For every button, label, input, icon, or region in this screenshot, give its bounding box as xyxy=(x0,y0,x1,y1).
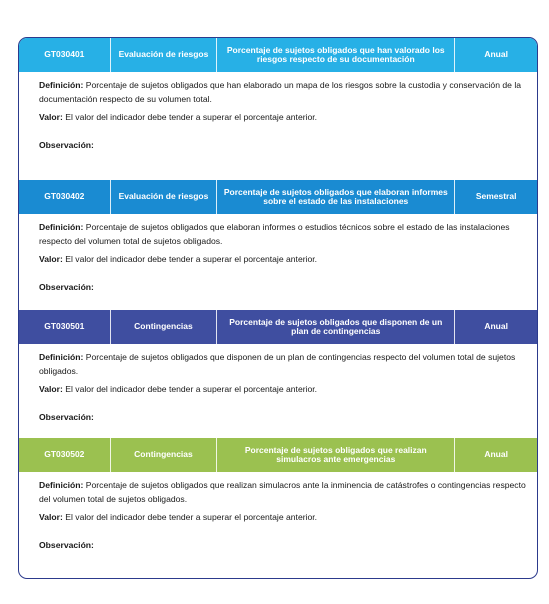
indicator-code: GT030401 xyxy=(19,38,111,72)
observation-label: Observación: xyxy=(39,411,94,422)
indicator-code: GT030402 xyxy=(19,180,111,214)
indicator-header xyxy=(19,180,537,214)
indicator-frequency: Semestral xyxy=(475,191,517,202)
indicator-block xyxy=(19,38,537,157)
value-value: El valor del indicador debe tender a superar el porcentaje anterior. xyxy=(65,254,318,265)
indicator-category: Contingencias xyxy=(111,310,218,344)
observation-label: Observación: xyxy=(39,539,94,550)
value-value: El valor del indicador debe tender a superar el porcentaje anterior. xyxy=(65,512,318,523)
indicator-name: Porcentaje de sujetos obligados que han valorado los riesgos respecto de su documentación xyxy=(217,38,455,72)
indicator-code: GT030501 xyxy=(19,310,111,344)
indicator-code: GT030502 xyxy=(19,438,111,472)
definition-label: Definición: xyxy=(39,222,84,232)
indicator-block xyxy=(19,180,537,299)
indicator-body xyxy=(19,472,537,552)
definition-value: Porcentaje de sujetos obligados que disponen de un plan de contingencias respecto del volumen total de sujetos obligados. xyxy=(39,352,516,376)
indicator-frequency: Anual xyxy=(484,449,508,460)
observation-label: Observación: xyxy=(39,281,94,292)
indicator-name: Porcentaje de sujetos obligados que elaboran informes sobre el estado de las instalaciones xyxy=(217,180,455,214)
value-label: Valor: xyxy=(39,512,63,523)
indicator-category: Evaluación de riesgos xyxy=(111,180,218,214)
value-text xyxy=(39,253,529,267)
indicator-header xyxy=(19,310,537,344)
value-label: Valor: xyxy=(39,112,63,123)
indicators-table xyxy=(18,37,538,579)
definition-label: Definición: xyxy=(39,80,84,90)
indicator-header xyxy=(19,438,537,472)
definition-text xyxy=(39,351,529,378)
definition-label: Definición: xyxy=(39,352,84,362)
value-label: Valor: xyxy=(39,254,63,265)
indicator-body xyxy=(19,344,537,424)
definition-value: Porcentaje de sujetos obligados que realizan simulacros ante la inminencia de catástrofes o contingencias respecto del volumen total de sujetos obligados. xyxy=(39,480,526,504)
definition-text xyxy=(39,221,529,248)
definition-value: Porcentaje de sujetos obligados que elaboran informes o estudios técnicos sobre el estado de las instalaciones respecto del volumen total de sujetos obligados. xyxy=(39,222,510,246)
indicator-body xyxy=(19,214,537,294)
observation-label: Observación: xyxy=(39,139,94,150)
definition-value: Porcentaje de sujetos obligados que han elaborado un mapa de los riesgos sobre la custodia y conservación de la documentación respecto de su volumen total. xyxy=(39,80,522,104)
value-text xyxy=(39,111,529,125)
indicator-block xyxy=(19,310,537,429)
definition-label: Definición: xyxy=(39,480,84,490)
indicator-name: Porcentaje de sujetos obligados que realizan simulacros ante emergencias xyxy=(217,438,455,472)
indicator-name: Porcentaje de sujetos obligados que disponen de un plan de contingencias xyxy=(217,310,455,344)
value-label: Valor: xyxy=(39,384,63,395)
definition-text xyxy=(39,479,529,506)
value-text xyxy=(39,511,529,525)
definition-text xyxy=(39,79,529,106)
indicator-frequency: Anual xyxy=(484,321,508,332)
indicator-header xyxy=(19,38,537,72)
indicator-body xyxy=(19,72,537,152)
indicator-block xyxy=(19,438,537,557)
indicator-category: Evaluación de riesgos xyxy=(111,38,218,72)
indicator-category: Contingencias xyxy=(111,438,218,472)
value-text xyxy=(39,383,529,397)
value-value: El valor del indicador debe tender a superar el porcentaje anterior. xyxy=(65,384,318,395)
indicator-frequency: Anual xyxy=(484,49,508,60)
value-value: El valor del indicador debe tender a superar el porcentaje anterior. xyxy=(65,112,318,123)
